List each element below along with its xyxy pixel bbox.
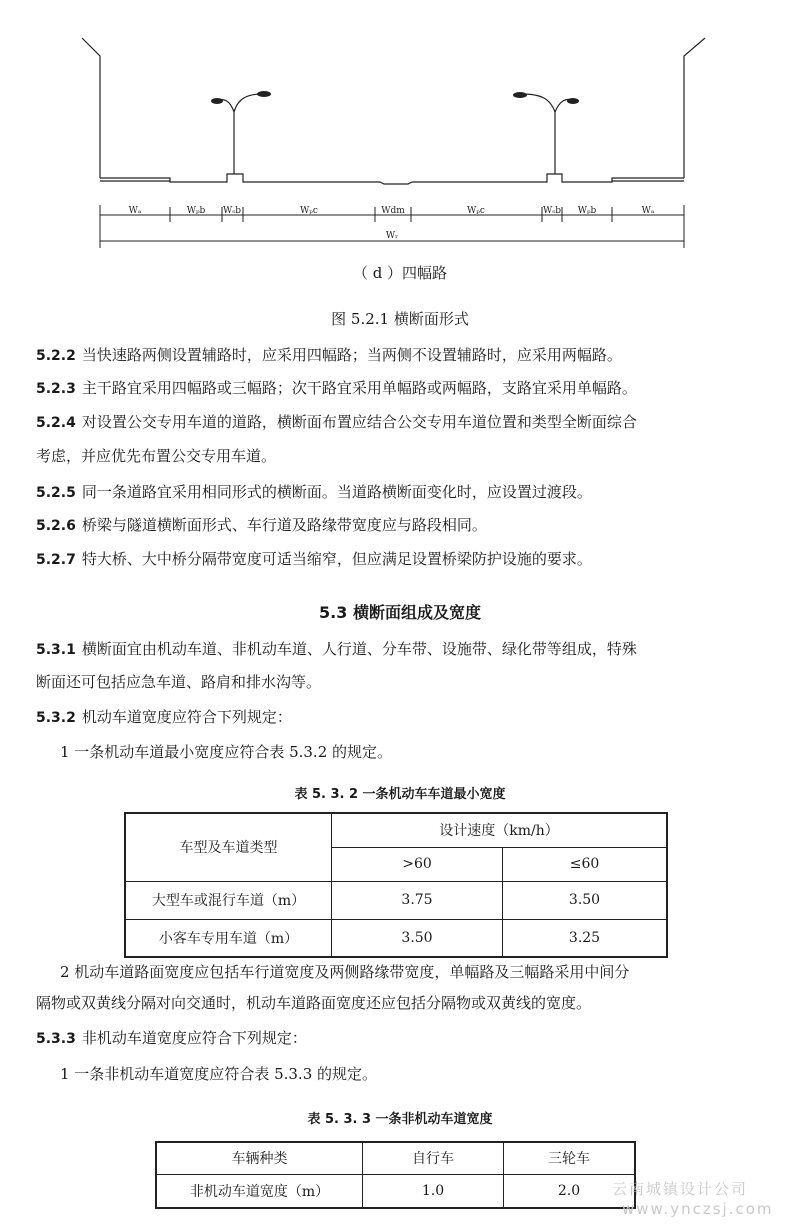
row-label: 小客车专用车道（m）	[125, 919, 332, 957]
table-title: 表 5. 3. 3 一条非机动车道宽度	[307, 1112, 493, 1127]
column-header: 车型及车道类型	[125, 813, 332, 881]
dim-label: Wₐ	[641, 206, 655, 216]
watermark-url: www.ynczsj.com	[622, 1200, 774, 1218]
dim-label: Wₐ	[128, 206, 142, 216]
section-title: 5.3 横断面组成及宽度	[319, 603, 481, 622]
cell: 3.50	[332, 919, 503, 957]
clause	[36, 510, 766, 541]
figure-caption: 图 5.2.1 横断面形式	[331, 310, 469, 328]
clause-text: 对设置公交专用车道的道路，横断面布置应结合公交专用车道位置和类型全断面综合	[81, 413, 637, 431]
cell: 3.25	[503, 919, 668, 957]
dim-label-total: Wᵣ	[385, 231, 399, 241]
clause-number: 5.2.3	[36, 381, 76, 397]
column-header: 三轮车	[504, 1142, 636, 1174]
clause-text: 主干路宜采用四幅路或三幅路；次干路宜采用单幅路或两幅路，支路宜采用单幅路。	[81, 379, 637, 397]
cell: 3.75	[332, 881, 503, 919]
clause-number: 5.3.3	[36, 1031, 76, 1047]
clause-text: 机动车道宽度应符合下列规定：	[81, 708, 292, 726]
column-header: 自行车	[363, 1142, 504, 1174]
clause-text: 特大桥、大中桥分隔带宽度可适当缩窄，但应满足设置桥梁防护设施的要求。	[81, 550, 592, 568]
cell: 3.50	[503, 881, 668, 919]
cell: 2.0	[504, 1174, 636, 1208]
nonmotor-lane-table	[155, 1141, 636, 1209]
table-title: 表 5. 3. 2 一条机动车车道最小宽度	[294, 787, 506, 802]
clause-number: 5.2.2	[36, 348, 76, 364]
clause-text: 桥梁与隧道横断面形式、车行道及路缘带宽度应与路段相同。	[81, 516, 487, 534]
dim-label: Wₚc	[467, 206, 485, 216]
sub-header: ≤60	[503, 847, 668, 881]
clause-text: 非机动车道宽度应符合下列规定：	[81, 1029, 307, 1047]
clause	[36, 340, 766, 371]
dim-label: Wₚb	[186, 206, 206, 216]
clause	[36, 1023, 766, 1054]
sub-clause: 1 一条机动车道最小宽度应符合表 5.3.2 的规定。	[60, 743, 393, 761]
clause-text: 同一条道路宜采用相同形式的横断面。当道路横断面变化时，应设置过渡段。	[81, 483, 592, 501]
clause	[36, 544, 766, 575]
table-row	[156, 1174, 635, 1208]
clause-number: 5.3.2	[36, 710, 76, 726]
dim-label: Wₚb	[577, 206, 597, 216]
dim-label: Wdm	[381, 206, 405, 216]
row-label: 非机动车道宽度（m）	[156, 1174, 363, 1208]
clause-number: 5.2.5	[36, 485, 76, 501]
dim-label: Wₚc	[300, 206, 318, 216]
clause	[36, 634, 766, 665]
clause	[36, 373, 766, 404]
clause-text: 横断面宜由机动车道、非机动车道、人行道、分车带、设施带、绿化带等组成，特殊	[81, 640, 637, 658]
sub-clause: 2 机动车道路面宽度应包括车行道宽度及两侧路缘带宽度，单幅路及三幅路采用中间分	[60, 963, 630, 981]
clause-number: 5.2.4	[36, 415, 76, 431]
row-label: 大型车或混行车道（m）	[125, 881, 332, 919]
sub-clause: 1 一条非机动车道宽度应符合表 5.3.3 的规定。	[60, 1065, 378, 1083]
table-row	[125, 881, 667, 919]
dim-label: Wₛb	[222, 206, 242, 216]
clause-text: 当快速路两侧设置辅路时，应采用四幅路；当两侧不设置辅路时，应采用两幅路。	[81, 346, 622, 364]
clause	[36, 702, 766, 733]
clause-number: 5.2.7	[36, 552, 76, 568]
table-row	[125, 919, 667, 957]
watermark-text: 云南城镇设计公司	[612, 1180, 749, 1198]
group-header: 设计速度（km/h）	[332, 813, 668, 847]
lane-width-table	[124, 812, 668, 958]
clause	[36, 477, 766, 508]
clause	[36, 407, 766, 438]
cell: 1.0	[363, 1174, 504, 1208]
clause-number: 5.3.1	[36, 642, 76, 658]
cross-section-diagram	[0, 0, 800, 260]
clause-continuation: 断面还可包括应急车道、路肩和排水沟等。	[36, 673, 322, 691]
clause-continuation: 考虑，并应优先布置公交专用车道。	[36, 447, 277, 465]
clause-continuation: 隔物或双黄线分隔对向交通时，机动车道路面宽度还应包括分隔物或双黄线的宽度。	[36, 994, 592, 1012]
sub-header: >60	[332, 847, 503, 881]
clause-number: 5.2.6	[36, 518, 76, 534]
dim-label: Wₛb	[542, 206, 562, 216]
figure-subcaption: （ d ）四幅路	[352, 264, 448, 282]
column-header: 车辆种类	[156, 1142, 363, 1174]
